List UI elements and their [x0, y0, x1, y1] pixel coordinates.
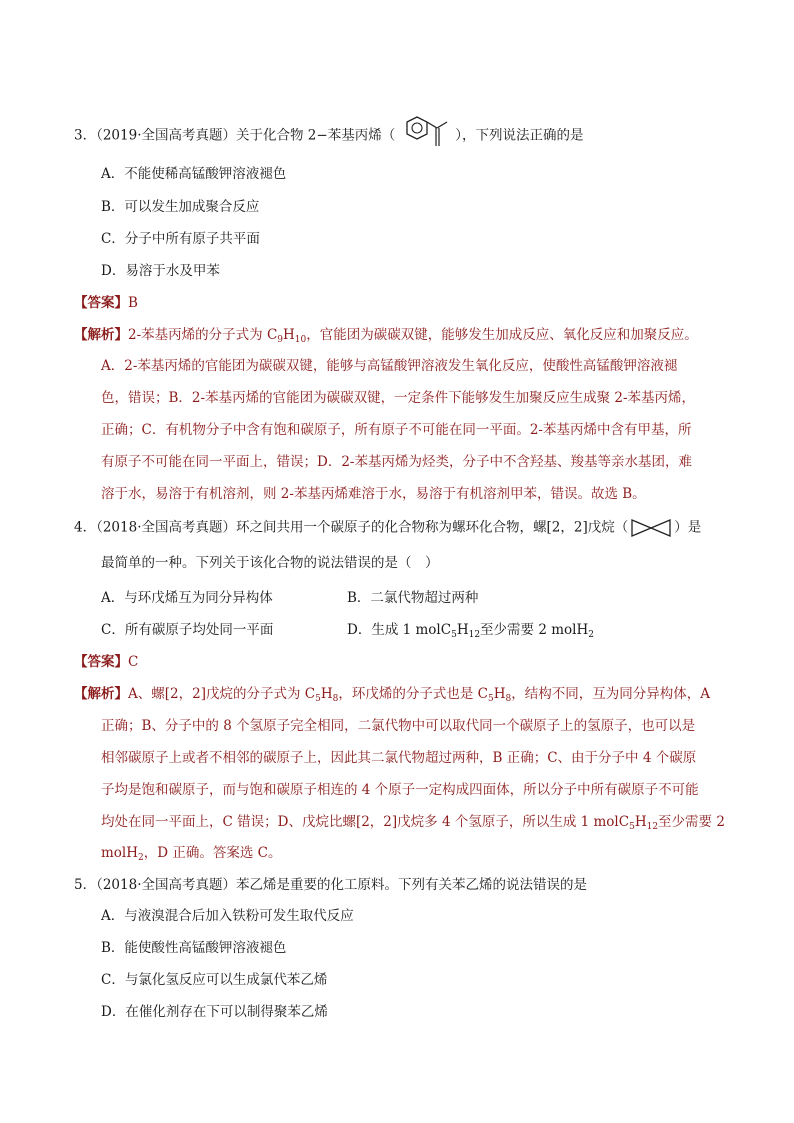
spiropentane-structure-icon	[628, 517, 674, 539]
option-d: D．在催化剂存在下可以制得聚苯乙烯	[101, 1004, 328, 1020]
option-a: A．与液溴混合后加入铁粉可发生取代反应	[101, 908, 354, 924]
question-number: 4．	[74, 519, 97, 536]
question-number: 3．	[74, 127, 97, 144]
option-c: C．分子中所有原子共平面	[101, 231, 260, 247]
question-4-stem: 4．（2018·全国高考真题）环之间共用一个碳原子的化合物称为螺环化合物，螺[2，2]戊烷（ ）是	[74, 517, 701, 539]
analysis-line: A．2-苯基丙烯的官能团为碳碳双键，能够与高锰酸钾溶液发生氧化反应，使酸性高锰酸钾溶液褪	[101, 358, 678, 374]
analysis-line: 正确；C．有机物分子中含有饱和碳原子，所有原子不可能在同一平面。2-苯基丙烯中含有甲基，所	[101, 422, 692, 438]
analysis-line: 【解析】2-苯基丙烯的分子式为 $C_9H_{10}$，官能团为碳碳双键，能够发生加成反应、氧化反应和加聚反应。	[74, 327, 698, 345]
option-b: B．二氯代物超过两种	[347, 590, 479, 606]
option-b: B．可以发生加成聚合反应	[101, 199, 260, 215]
analysis-line: 【解析】A、螺[2，2]戊烷的分子式为 $C_5H_8$，环戊烯的分子式也是 $C_5H_8$，结构不同，互为同分异构体，A	[74, 686, 710, 704]
analysis-line: 相邻碳原子上或者不相邻的碳原子上，因此其二氯代物超过两种，B 正确；C、由于分子中 4 个碳原	[101, 750, 697, 766]
analysis-line: 子均是饱和碳原子，而与饱和碳原子相连的 4 个原子一定构成四面体，所以分子中所有碳原子不可能	[101, 782, 699, 798]
question-5-stem: 5．（2018·全国高考真题）苯乙烯是重要的化工原料。下列有关苯乙烯的说法错误的是	[74, 877, 587, 893]
option-d: D．易溶于水及甲苯	[101, 263, 220, 279]
answer-tag: 【答案】	[74, 654, 128, 670]
answer-tag: 【答案】	[74, 295, 128, 311]
analysis-line: 有原子不可能在同一平面上，错误；D．2-苯基丙烯为烃类，分子中不含羟基、羧基等亲水基团，难	[101, 454, 692, 470]
option-c: C．与氯化氢反应可以生成氯代苯乙烯	[101, 972, 328, 988]
analysis-line: 溶于水，易溶于有机溶剂，则 2-苯基丙烯难溶于水，易溶于有机溶剂甲苯，错误。故选 B。	[101, 486, 646, 502]
option-b: B．能使酸性高锰酸钾溶液褪色	[101, 940, 287, 956]
option-d: D．生成 1 $molC_5H_{12}$至少需要 2 molH$_2$	[347, 622, 594, 640]
analysis-line: 正确；B、分子中的 8 个氢原子完全相同，二氯代物中可以取代同一个碳原子上的氢原子，也可以是	[101, 718, 696, 734]
option-a: A．不能使稀高锰酸钾溶液褪色	[101, 166, 287, 182]
question-source: （2018·全国高考真题）	[96, 877, 236, 893]
analysis-tag: 【解析】	[74, 686, 128, 702]
question-source: （2019·全国高考真题）	[96, 127, 236, 144]
question-number: 5．	[74, 877, 97, 893]
question-4-stem-cont: 最简单的一种。下列关于该化合物的说法错误的是（ ）	[101, 555, 439, 571]
analysis-tag: 【解析】	[74, 327, 128, 343]
answer-line	[74, 293, 138, 313]
option-a: A．与环戊烯互为同分异构体	[101, 590, 273, 606]
question-3-stem: 3．（2019·全国高考真题）关于化合物 2−苯基丙烯（ ），下列说法正确的是	[74, 116, 583, 156]
analysis-line: 均处在同一平面上，C 错误；D、戊烷比螺[2，2]戊烷多 4 个氢原子，所以生成 1 $molC_5H_{12}$至少需要 2	[101, 814, 725, 832]
answer-line	[74, 652, 138, 672]
analysis-line: molH$_2$，D 正确。答案选 C。	[101, 845, 282, 863]
analysis-line: 色，错误；B．2-苯基丙烯的官能团为碳碳双键，一定条件下能够发生加聚反应生成聚 2-苯基丙烯，	[101, 390, 696, 406]
2-phenylpropene-structure-icon	[395, 116, 455, 156]
answer-value: C	[128, 654, 139, 670]
question-source: （2018·全国高考真题）	[96, 519, 236, 536]
option-c: C．所有碳原子均处同一平面	[101, 622, 274, 638]
answer-value: B	[128, 295, 138, 311]
